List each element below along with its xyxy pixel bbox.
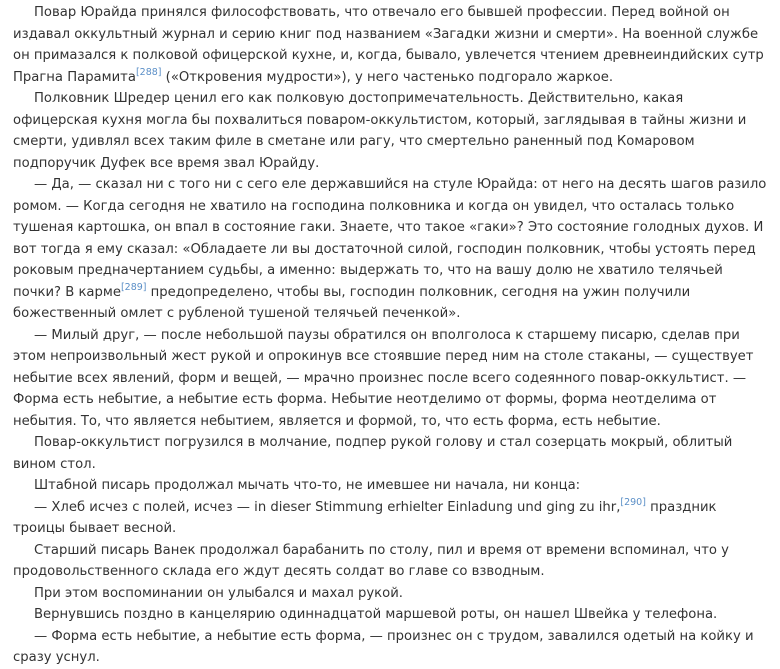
paragraph-text: Штабной писарь продолжал мычать что-то, не имевшее ни начала, ни конца: [34, 478, 581, 493]
paragraph-text: При этом воспоминании он улыбался и махал рукой. [34, 585, 403, 601]
footnote-link[interactable]: [288] [135, 66, 162, 78]
paragraph-text: праздник троицы бывает весной. [13, 499, 717, 536]
paragraph [13, 88, 770, 174]
paragraph-text: Полковник Шредер ценил его как полковую достопримечательность. Действительно, какая офицерская кухня могла бы похвалиться поваром-оккультистом, который, заглядывая в тайны жизни и смерти, удивлял всех таким филе в сметане или рагу, что смертельно раненный под Комаровом подпоручик Дуфек все время звал Юрайду. [13, 91, 747, 171]
paragraph [13, 583, 770, 605]
paragraph-text: — Да, — сказал ни с того ни с сего еле державшийся на стуле Юрайда: от него на десять шагов разило ромом. — Когда сегодня не хватило на господина полковника и когда он увидел, что осталась только тушеная картошка, он впал в состояние гаки. Знаете, что такое «гаки»? Это состояние голодных духов. И вот тогда я ему сказал: «Обладаете ли вы достаточной силой, господин полковник, чтобы устоять перед роковым предначертанием судьбы, а именно: выдержать то, что на вашу долю не хватило телячьей почки? В карме [13, 177, 767, 300]
paragraph-text: Повар Юрайда принялся философствовать, что отвечало его бывшей профессии. Перед войной он издавал оккультный журнал и серию книг под названием «Загадки жизни и смерти». На военной службе он примазался к полковой офицерской кухне, и, когда, бывало, увлечется чтением древнеиндийских сутр Прагна Парамита [13, 5, 764, 85]
paragraph-text: — Хлеб исчез с полей, исчез — in dieser Stimmung erhielter Einladung und ging zu ihr, [34, 499, 621, 515]
paragraph [13, 325, 770, 433]
paragraph [13, 174, 770, 325]
paragraph [13, 2, 770, 88]
paragraph [13, 497, 770, 540]
paragraph-text: («Откровения мудрости»), у него частенько подгорало жаркое. [161, 69, 614, 85]
paragraph [13, 475, 770, 497]
paragraph [13, 604, 770, 626]
footnote-link[interactable]: [289] [120, 281, 147, 293]
paragraph-text: Вернувшись поздно в канцелярию одиннадцатой маршевой роты, он нашел Швейка у телефона. [34, 607, 718, 622]
paragraph-text: — Форма есть небытие, а небытие есть форма, — произнес он с трудом, завалился одетый на койку и сразу уснул. [13, 628, 754, 665]
paragraph-text: Повар-оккультист погрузился в молчание, подпер рукой голову и стал созерцать мокрый, облитый вином стол. [13, 435, 733, 472]
paragraph-text: Старший писарь Ванек продолжал барабанить по столу, пил и время от времени вспоминал, что у продовольственного склада его ждут десять солдат во главе со взводным. [13, 542, 729, 579]
paragraph-text: — Милый друг, — после небольшой паузы обратился он вполголоса к старшему писарю, сделав при этом непроизвольный жест рукой и опрокинув все стоявшие перед ним на столе стаканы, — существует небытие всех явлений, форм и вещей, — мрачно произнес после всего содеянного повар-оккультист. — Форма есть небытие, а небытие есть форма. Небытие неотделимо от формы, форма неотделима от небытия. То, что является небытием, является и формой, то, что есть форма, есть небытие. [13, 327, 754, 429]
paragraph [13, 432, 770, 475]
paragraph [13, 540, 770, 583]
footnote-link[interactable]: [290] [620, 496, 646, 508]
paragraph [13, 626, 770, 669]
paragraph-text: предопределено, чтобы вы, господин полковник, сегодня на ужин получили божественный омлет с рубленой тушеной телячьей печенкой». [13, 284, 691, 321]
